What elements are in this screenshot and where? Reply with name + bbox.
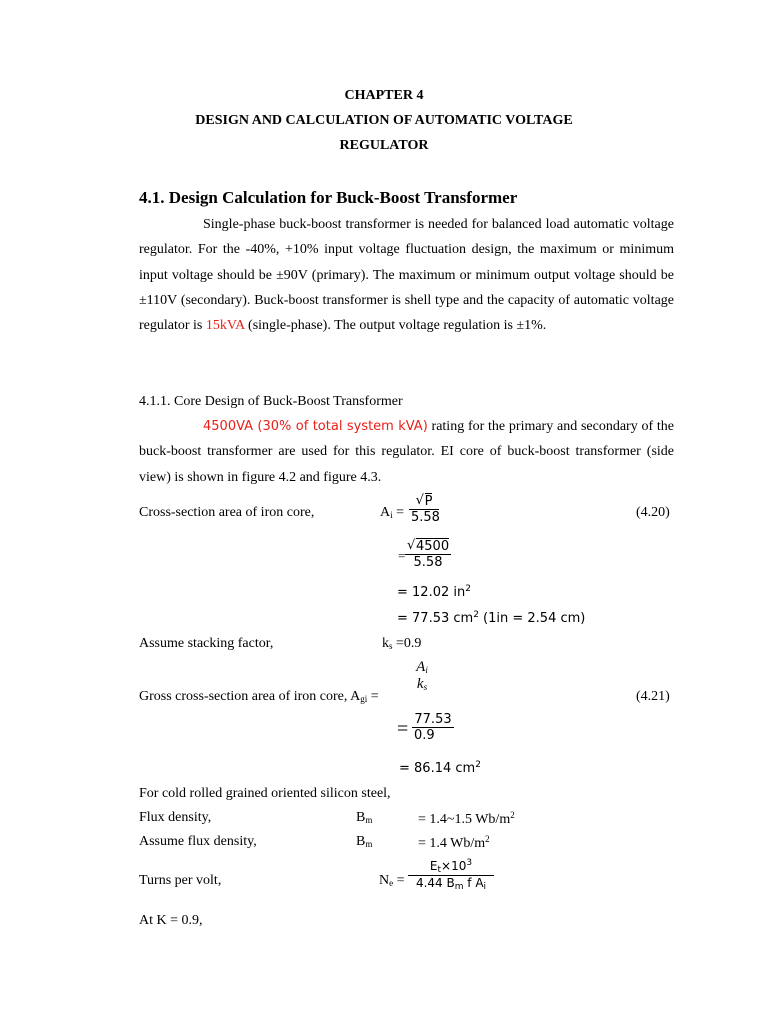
fraction-turns-per-volt: $\frac{E_t\times 10^3}{4.44 B_m f A_i}$ xyxy=(408,858,494,892)
rating-highlight: 4500VA (30% of total system kVA) xyxy=(203,419,428,434)
equals-sign-large: = xyxy=(397,718,409,740)
result-cm2: = 77.53 $cm^2$ (1in = 2.54 cm) xyxy=(397,610,586,626)
subsection-heading: 4.1.1. Core Design of Buck-Boost Transformer xyxy=(139,394,403,409)
chapter-number: CHAPTER 4 xyxy=(344,88,424,103)
result-gross-cm2: = 86.14 $cm^2$ xyxy=(399,760,481,776)
equals-sign: = xyxy=(398,548,406,563)
section-heading: 4.1. Design Calculation for Buck-Boost Transformer xyxy=(139,188,518,207)
paragraph-text: Single-phase buck-boost transformer is needed for balanced load automatic voltage regulator. For the -40%, +10% input voltage fluctuation design, the maximum or minimum input voltage should be ±90V (primary). The maximum or minimum output voltage should be ±110V (secondary). Buck-boost transformer is shell type and the capacity of automatic voltage regulator is xyxy=(139,217,674,334)
result-in2: = 12.02 $in^2$ xyxy=(397,584,471,600)
steel-label: For cold rolled grained oriented silicon steel, xyxy=(139,786,391,801)
ai-symbol: $A_i$ = xyxy=(380,505,405,520)
equation-number-4-21: (4.21) xyxy=(636,689,670,704)
stacking-factor-label: Assume stacking factor, xyxy=(139,636,274,651)
cross-section-label: Cross-section area of iron core, xyxy=(139,505,315,520)
ne-symbol: $N_e$ = xyxy=(379,873,405,888)
flux-density-value: = 1.4~1.5 $Wb/m^2$ xyxy=(418,810,515,827)
turns-per-volt-label: Turns per volt, xyxy=(139,873,222,888)
at-k-label: At K = 0.9, xyxy=(139,913,203,928)
section-paragraph xyxy=(139,212,674,338)
assume-flux-value: = 1.4 $Wb/m^2$ xyxy=(418,834,490,851)
fraction-ai-over-ks: $A_i$ $k_s$ xyxy=(416,659,428,692)
stacking-factor-value: $k_s =0.9$ xyxy=(382,636,422,651)
flux-density-label: Flux density, xyxy=(139,810,212,825)
assume-flux-label: Assume flux density, xyxy=(139,834,257,849)
capacity-highlight: 15kVA xyxy=(205,318,245,334)
fraction-sqrt-4500: √ $\frac{4500}{5.58}$ xyxy=(405,539,451,570)
subsection-paragraph xyxy=(139,414,674,490)
bm-symbol-2: $B_m$ xyxy=(356,834,373,849)
equation-number-4-20: (4.20) xyxy=(636,505,670,520)
gross-section-label: Gross cross-section area of iron core, $A_{gi}$ = xyxy=(139,689,379,704)
chapter-title-line1: DESIGN AND CALCULATION OF AUTOMATIC VOLTAGE xyxy=(195,113,573,128)
subsection-paragraph-text: rating for the primary and secondary of the buck-boost transformer are used for this regulator. EI core of buck-boost transformer (side view) is shown in figure 4.2 and figure 4.3. xyxy=(139,419,674,485)
bm-symbol: $B_m$ xyxy=(356,810,373,825)
fraction-sqrt-p: √ $\frac{P}{5.58}$ xyxy=(409,494,439,525)
chapter-title-line2: REGULATOR xyxy=(339,138,429,153)
paragraph-text-end: (single-phase). The output voltage regulation is ±1%. xyxy=(244,318,547,334)
fraction-77-over-0-9: $\frac{77.53}{0.9}$ xyxy=(412,712,454,743)
